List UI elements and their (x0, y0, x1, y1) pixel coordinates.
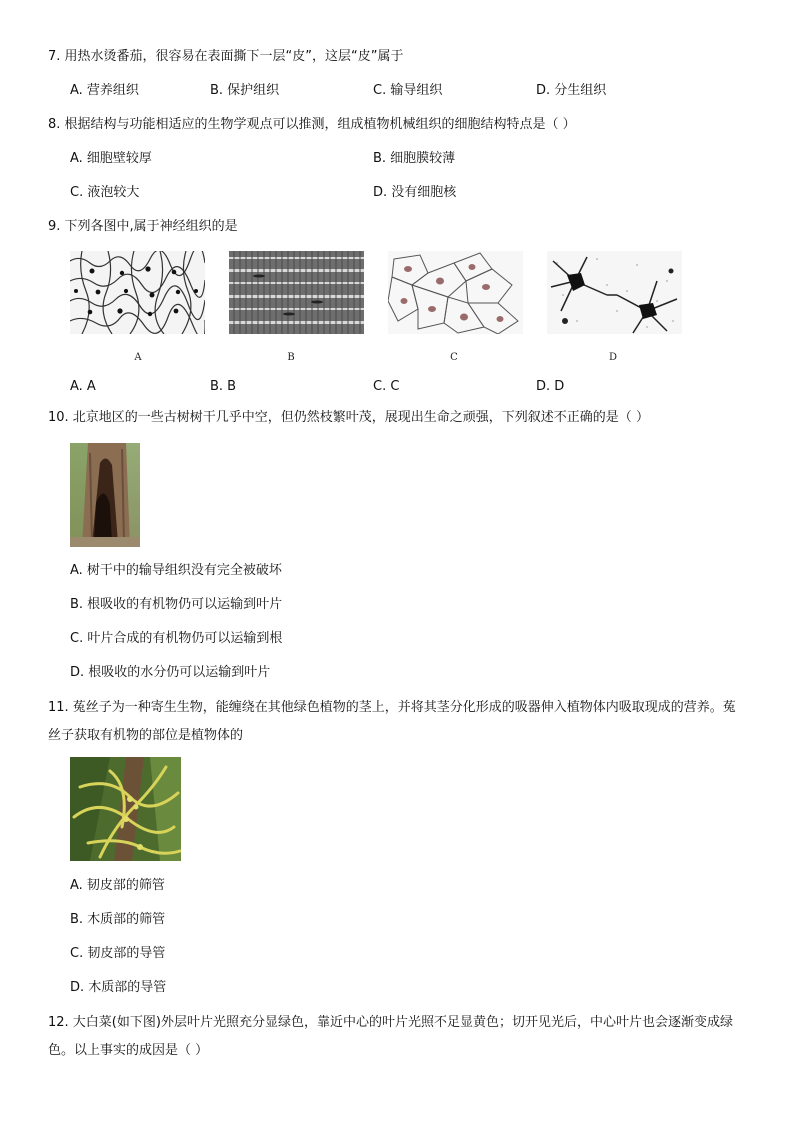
question-10-option-a[interactable]: A. 树干中的输导组织没有完全被破坏 (70, 563, 282, 578)
question-11-option-b[interactable]: B. 木质部的筛管 (70, 912, 166, 927)
tissue-caption-b: B (287, 352, 295, 363)
question-9-option-d[interactable]: D. D (536, 379, 565, 394)
dodder-photo (70, 757, 181, 861)
tissue-caption-a: A (134, 352, 142, 363)
question-9-option-a[interactable]: A. A (70, 379, 96, 394)
tissue-caption-d: D (608, 352, 618, 363)
question-7-stem: 7. 用热水烫番茄，很容易在表面撕下一层“皮”，这层“皮”属于 (48, 49, 404, 64)
tissue-caption-c: C (450, 352, 458, 363)
question-7-option-d[interactable]: D. 分生组织 (536, 83, 607, 98)
tissue-image-b (229, 251, 364, 334)
hollow-tree-photo (70, 443, 140, 547)
tissue-image-d (547, 251, 682, 334)
question-11-stem: 11. 菟丝子为一种寄生生物，能缠绕在其他绿色植物的茎上，并将其茎分化形成的吸器伸入植物体内吸取现成的营养。菟丝子获取有机物的部位是植物体的 (48, 700, 736, 743)
question-8-stem: 8. 根据结构与功能相适应的生物学观点可以推测，组成植物机械组织的细胞结构特点是（ ） (48, 117, 576, 132)
question-7-option-b[interactable]: B. 保护组织 (210, 83, 280, 98)
question-10-stem: 10. 北京地区的一些古树树干几乎中空，但仍然枝繁叶茂，展现出生命之顽强，下列叙述不正确的是（ ） (48, 410, 649, 425)
tissue-image-c (388, 251, 523, 334)
question-9-option-b[interactable]: B. B (210, 379, 237, 394)
question-7-option-c[interactable]: C. 输导组织 (373, 83, 443, 98)
question-9-option-c[interactable]: C. C (373, 379, 400, 394)
question-11-option-a[interactable]: A. 韧皮部的筛管 (70, 878, 165, 893)
question-12-stem: 12. 大白菜(如下图)外层叶片光照充分显绿色，靠近中心的叶片光照不足显黄色；切开见光后，中心叶片也会逐渐变成绿色。以上事实的成因是（ ） (48, 1015, 733, 1058)
question-8-option-c[interactable]: C. 液泡较大 (70, 185, 140, 200)
tissue-image-a (70, 251, 205, 334)
question-8-option-b[interactable]: B. 细胞膜较薄 (373, 151, 456, 166)
question-10-option-c[interactable]: C. 叶片合成的有机物仍可以运输到根 (70, 631, 283, 646)
question-7-option-a[interactable]: A. 营养组织 (70, 83, 139, 98)
question-11-option-d[interactable]: D. 木质部的导管 (70, 980, 167, 995)
question-11-option-c[interactable]: C. 韧皮部的导管 (70, 946, 166, 961)
question-10-option-d[interactable]: D. 根吸收的水分仍可以运输到叶片 (70, 665, 271, 680)
question-8-option-a[interactable]: A. 细胞壁较厚 (70, 151, 152, 166)
question-10-option-b[interactable]: B. 根吸收的有机物仍可以运输到叶片 (70, 597, 283, 612)
question-9-stem: 9. 下列各图中,属于神经组织的是 (48, 219, 238, 234)
question-8-option-d[interactable]: D. 没有细胞核 (373, 185, 457, 200)
